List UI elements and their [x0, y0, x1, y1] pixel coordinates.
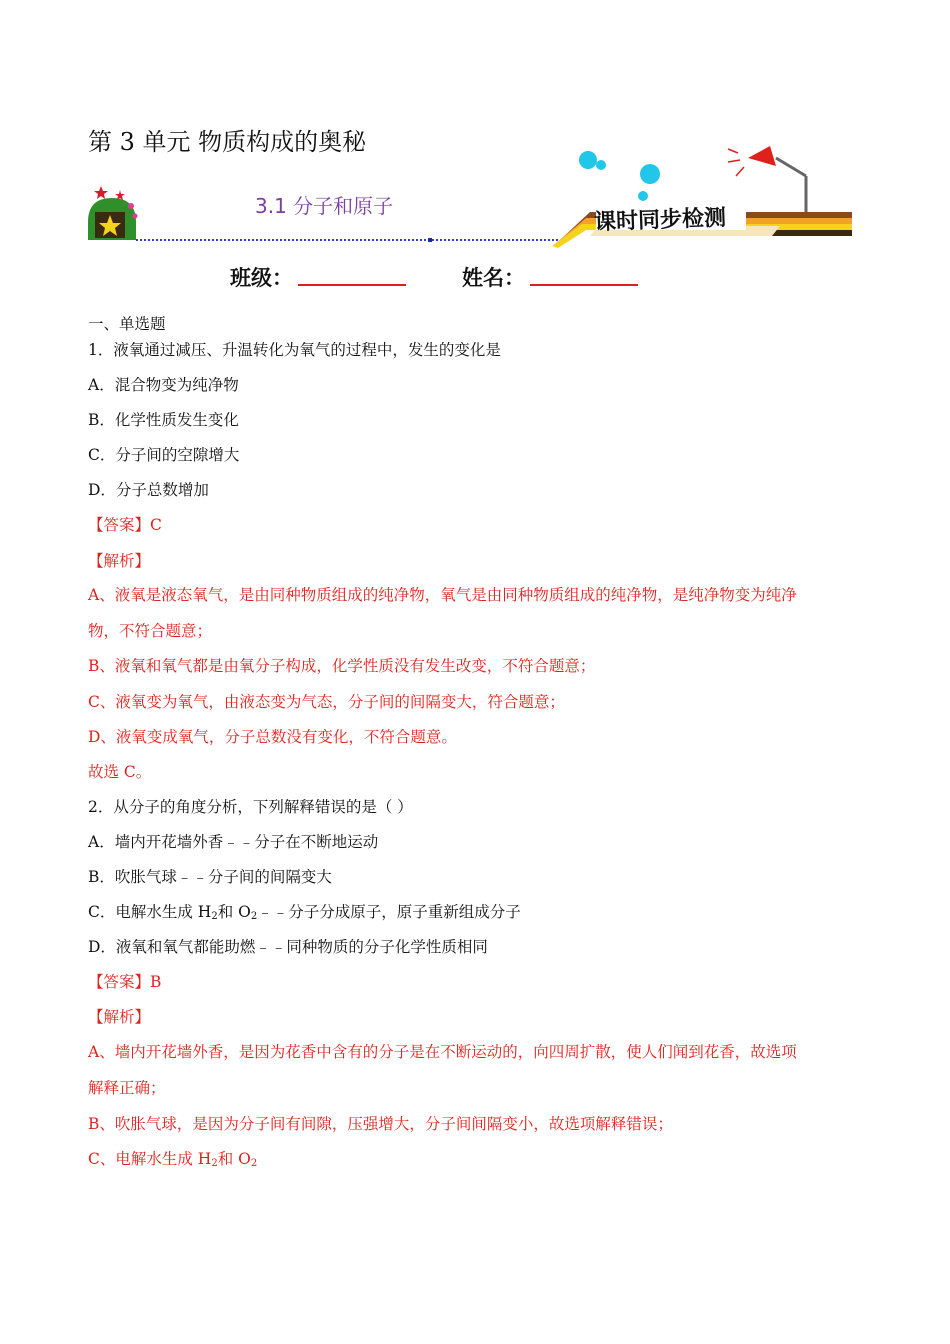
- q1-conclusion: 故选 C。: [88, 763, 152, 781]
- q2-answer: 【答案】B: [88, 973, 162, 991]
- q2-stem: 2．从分子的角度分析，下列解释错误的是（ ）: [88, 798, 413, 816]
- q1-answer: 【答案】C: [88, 516, 162, 534]
- q2-analysis-line: A、墙内开花墙外香，是因为花香中含有的分子是在不断运动的，向四周扩散，使人们闻到花香，故选项: [88, 1043, 797, 1061]
- q2-analysis-label: 【解析】: [88, 1008, 151, 1026]
- q1-analysis-line: 物，不符合题意；: [88, 622, 213, 640]
- q1-option-c: C．分子间的空隙增大: [88, 446, 240, 464]
- class-label: 班级：: [230, 266, 293, 290]
- q1-analysis-line: A、液氧是液态氧气，是由同种物质组成的纯净物，氧气是由同种物质组成的纯净物，是纯净物变为纯净: [88, 586, 797, 604]
- lesson-title: 3.1 分子和原子: [255, 194, 394, 218]
- q2-analysis-line: 解释正确；: [88, 1079, 166, 1097]
- q2-analysis-line-partial: C、电解水生成 $H_2$和 $O_2$: [88, 1150, 258, 1169]
- q2-analysis-line: B、吹胀气球，是因为分子间有间隙，压强增大，分子间间隔变小，故选项解释错误；: [88, 1115, 673, 1133]
- class-field[interactable]: [298, 284, 406, 286]
- lamp-icon: [728, 146, 806, 213]
- q2-option-a: A．墙内开花墙外香﹣﹣分子在不断地运动: [88, 833, 379, 851]
- q1-option-b: B．化学性质发生变化: [88, 411, 239, 429]
- q2-option-b: B．吹胀气球﹣﹣分子间的间隔变大: [88, 868, 332, 886]
- bubbles-icon: [579, 151, 660, 201]
- name-label: 姓名：: [462, 266, 525, 290]
- unit-title: 第 3 单元 物质构成的奥秘: [88, 128, 367, 156]
- star-badge-icon: [88, 186, 138, 240]
- q1-analysis-line: C、液氧变为氧气，由液态变为气态，分子间的间隔变大，符合题意；: [88, 693, 565, 711]
- q1-option-a: A．混合物变为纯净物: [88, 376, 239, 394]
- q1-analysis-line: D、液氧变成氧气，分子总数没有变化，不符合题意。: [88, 728, 457, 746]
- name-field[interactable]: [530, 284, 638, 286]
- q2-option-d: D．液氧和氧气都能助燃﹣﹣同种物质的分子化学性质相同: [88, 938, 488, 956]
- q2-option-c: C．电解水生成 $H_2$和 $O_2﹣﹣$分子分成原子，原子重新组成分子: [88, 903, 521, 922]
- badge-label: 课时同步检测: [593, 205, 727, 236]
- q1-option-d: D．分子总数增加: [88, 481, 209, 499]
- q1-analysis-label: 【解析】: [88, 552, 151, 570]
- q1-stem: 1．液氧通过减压、升温转化为氧气的过程中，发生的变化是: [88, 341, 501, 359]
- q1-analysis-line: B、液氧和氧气都是由氧分子构成，化学性质没有发生改变，不符合题意；: [88, 657, 596, 675]
- section-heading: 一、单选题: [88, 315, 166, 333]
